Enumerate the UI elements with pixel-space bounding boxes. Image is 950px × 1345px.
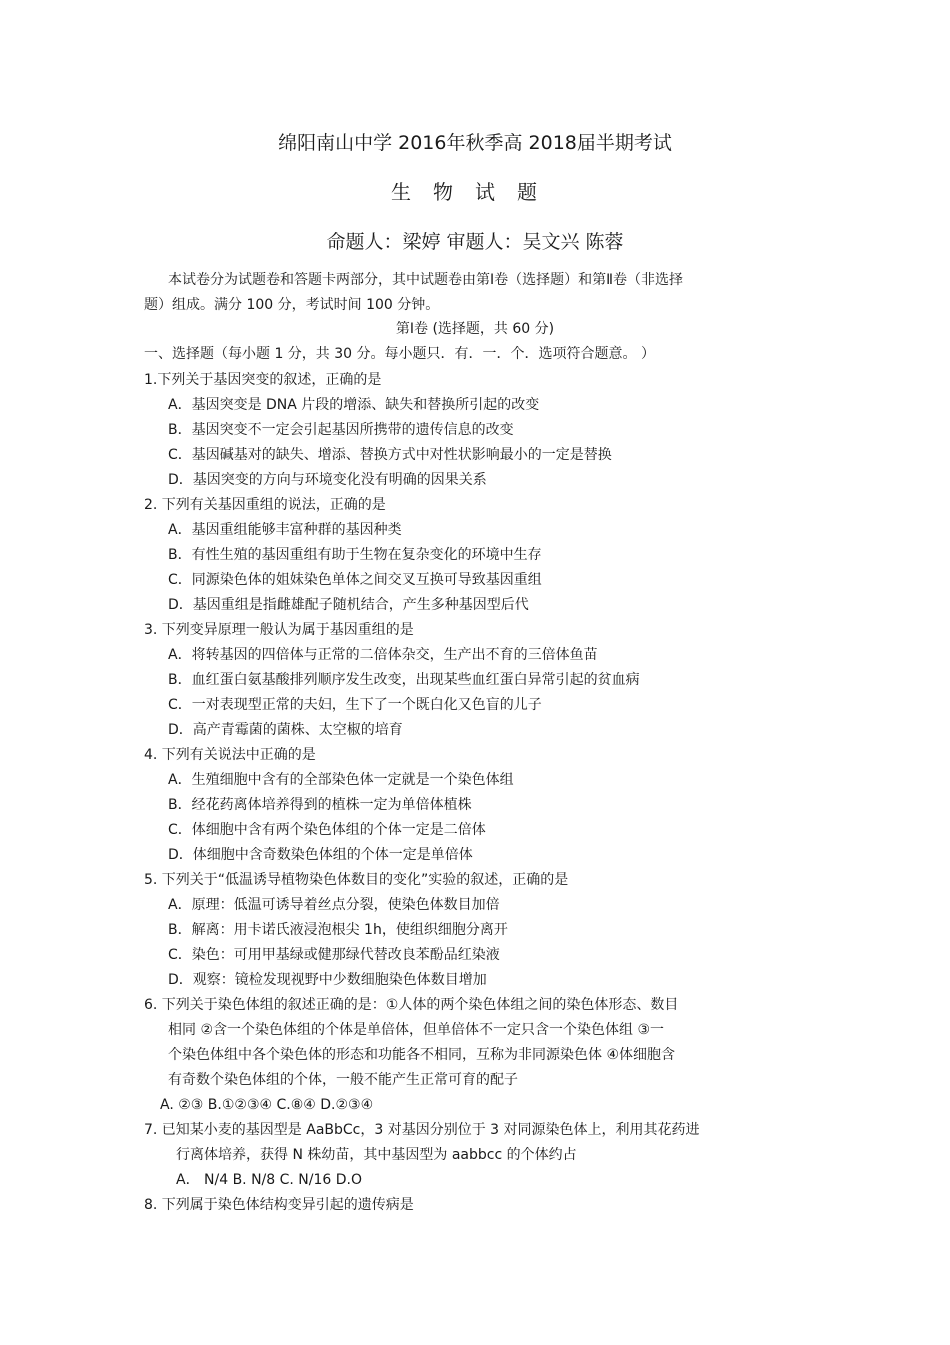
question-stem: 6. 下列关于染色体组的叙述正确的是：①人体的两个染色体组之间的染色体形态、数目	[144, 997, 679, 1013]
question-option: D．体细胞中含奇数染色体组的个体一定是单倍体	[168, 847, 473, 863]
question-option: B．有性生殖的基因重组有助于生物在复杂变化的环境中生存	[168, 547, 542, 563]
question-stem: 3. 下列变异原理一般认为属于基因重组的是	[144, 622, 414, 638]
question-options-inline: A. ②③ B.①②③④ C.⑧④ D.②③④	[160, 1097, 374, 1113]
question-option: A．基因重组能够丰富种群的基因种类	[168, 522, 402, 538]
exam-title: 绵阳南山中学 2016年秋季高 2018届半期考试	[278, 132, 672, 154]
question-option: C．体细胞中含有两个染色体组的个体一定是二倍体	[168, 822, 486, 838]
question-option: B．血红蛋白氨基酸排列顺序发生改变，出现某些血红蛋白异常引起的贫血病	[168, 672, 640, 688]
question-stem-continued: 相同 ②含一个染色体组的个体是单倍体，但单倍体不一定只含一个染色体组 ③一	[168, 1022, 664, 1038]
question-option: B．解离：用卡诺氏液浸泡根尖 1h，使组织细胞分离开	[168, 922, 508, 938]
question-stem-continued: 有奇数个染色体组的个体，一般不能产生正常可育的配子	[168, 1072, 518, 1088]
question-stem: 8. 下列属于染色体结构变异引起的遗传病是	[144, 1197, 414, 1213]
question-option: C．同源染色体的姐妹染色单体之间交叉互换可导致基因重组	[168, 572, 542, 588]
part-title: 第Ⅰ卷 (选择题，共 60 分)	[395, 321, 555, 337]
subject-title: 生物试题	[391, 180, 559, 204]
question-option: A．将转基因的四倍体与正常的二倍体杂交，生产出不育的三倍体鱼苗	[168, 647, 598, 663]
question-stem-continued: 行离体培养，获得 N 株幼苗，其中基因型为 aabbcc 的个体约占	[176, 1147, 577, 1163]
authors-line: 命题人：梁婷 审题人：吴文兴 陈蓉	[326, 231, 624, 253]
intro-line-1: 本试卷分为试题卷和答题卡两部分，其中试题卷由第Ⅰ卷（选择题）和第Ⅱ卷（非选择	[168, 272, 684, 288]
question-option: D．基因重组是指雌雄配子随机结合，产生多种基因型后代	[168, 597, 529, 613]
question-option: D．观察：镜检发现视野中少数细胞染色体数目增加	[168, 972, 487, 988]
section-title: 一、选择题（每小题 1 分，共 30 分。每小题只．有．一．个．选项符合题意。 ）	[144, 346, 655, 362]
question-option: A．生殖细胞中含有的全部染色体一定就是一个染色体组	[168, 772, 514, 788]
question-stem-continued: 个染色体组中各个染色体的形态和功能各不相同，互称为非同源染色体 ④体细胞含	[168, 1047, 675, 1063]
question-option: B．基因突变不一定会引起基因所携带的遗传信息的改变	[168, 422, 514, 438]
question-option: C．一对表现型正常的夫妇，生下了一个既白化又色盲的儿子	[168, 697, 542, 713]
question-options-inline: A． N/4 B. N/8 C. N/16 D.O	[176, 1172, 363, 1188]
intro-line-2: 题）组成。满分 100 分，考试时间 100 分钟。	[144, 297, 440, 313]
question-stem: 7. 已知某小麦的基因型是 AaBbCc，3 对基因分别位于 3 对同源染色体上，利用其花药进	[144, 1122, 700, 1138]
question-option: B．经花药离体培养得到的植株一定为单倍体植株	[168, 797, 472, 813]
question-option: A．基因突变是 DNA 片段的增添、缺失和替换所引起的改变	[168, 397, 540, 413]
question-option: C．基因碱基对的缺失、增添、替换方式中对性状影响最小的一定是替换	[168, 447, 612, 463]
question-option: D．高产青霉菌的菌株、太空椒的培育	[168, 722, 403, 738]
question-option: A．原理：低温可诱导着丝点分裂，使染色体数目加倍	[168, 897, 500, 913]
question-stem: 5. 下列关于“低温诱导植物染色体数目的变化”实验的叙述，正确的是	[144, 872, 569, 888]
question-option: C．染色：可用甲基绿或健那绿代替改良苯酚品红染液	[168, 947, 500, 963]
question-option: D．基因突变的方向与环境变化没有明确的因果关系	[168, 472, 487, 488]
question-stem: 2. 下列有关基因重组的说法，正确的是	[144, 497, 386, 513]
question-stem: 4. 下列有关说法中正确的是	[144, 747, 316, 763]
question-stem: 1.下列关于基因突变的叙述，正确的是	[144, 372, 382, 388]
